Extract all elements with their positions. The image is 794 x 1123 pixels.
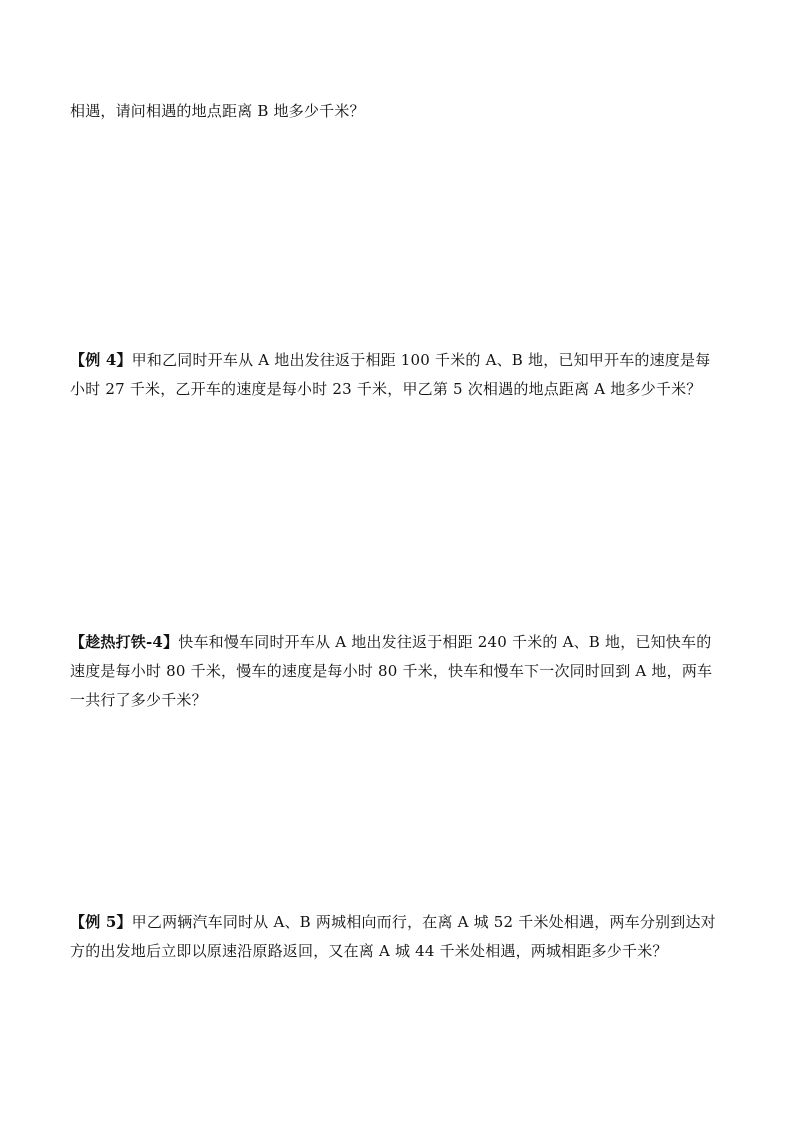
example-5-text-1: 甲乙两辆汽车同时从 A、B 两城相向而行，在离 A 城 52 千米处相遇，两车分别到达对 [131,913,716,931]
practice-4-line-1 [70,628,732,657]
intro-line-1: 相遇，请问相遇的地点距离 B 地多少千米？ [70,102,365,120]
example-5-tag: 【例 5】 [70,913,132,931]
practice-4-paragraph [70,628,732,715]
example-4-text-1: 甲和乙同时开车从 A 地出发往返于相距 100 千米的 A、B 地，已知甲开车的速度是每 [131,351,711,369]
practice-4-text-1: 快车和慢车同时开车从 A 地出发往返于相距 240 千米的 A、B 地，已知快车的 [178,633,712,651]
example-4-tag: 【例 4】 [70,351,132,369]
intro-paragraph [70,97,732,126]
example-4-line-2: 小时 27 千米，乙开车的速度是每小时 23 千米，甲乙第 5 次相遇的地点距离 A 地多少千米？ [70,380,702,398]
example-4-paragraph [70,346,732,404]
example-4-line-1 [70,346,732,375]
practice-4-tag: 【趁热打铁-4】 [70,633,179,651]
example-5-line-2: 方的出发地后立即以原速沿原路返回，又在离 A 城 44 千米处相遇，两城相距多少千米？ [70,942,668,960]
practice-4-line-2: 速度是每小时 80 千米，慢车的速度是每小时 80 千米，快车和慢车下一次同时回到 A 地，两车 [70,662,713,680]
practice-4-line-3: 一共行了多少千米？ [70,691,207,709]
example-5-paragraph [70,908,732,966]
example-5-line-1 [70,908,732,937]
